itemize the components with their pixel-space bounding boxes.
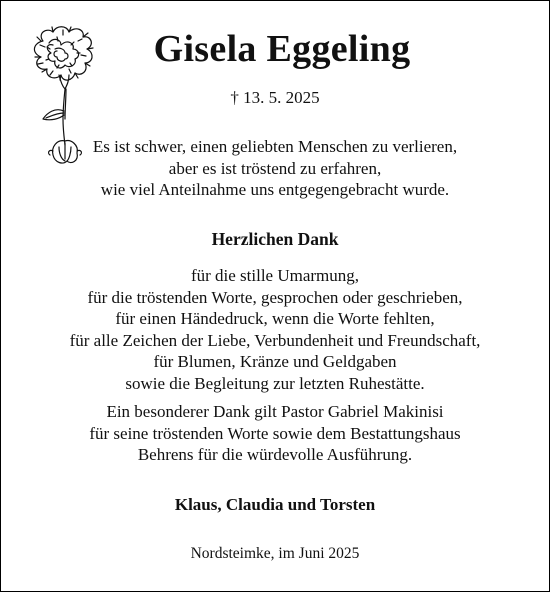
thanks-line: für die tröstenden Worte, gesprochen oder geschrieben, (87, 287, 463, 307)
signature: Klaus, Claudia und Torsten (174, 495, 376, 514)
intro-line: Es ist schwer, einen geliebten Menschen zu verlieren, (92, 137, 458, 156)
deceased-name: Gisela Eggeling (153, 28, 411, 70)
place-date: Nordsteimke, im Juni 2025 (190, 545, 360, 562)
death-date: † 13. 5. 2025 (230, 88, 320, 107)
thanks-line: für die stille Umarmung, (190, 266, 360, 285)
thanks-line: für alle Zeichen der Liebe, Verbundenheit und Freundschaft, (69, 330, 481, 350)
special-line: Ein besonderer Dank gilt Pastor Gabriel Makinisi (106, 402, 444, 421)
special-thanks-text (1, 401, 549, 466)
intro-line: aber es ist tröstend zu erfahren, (168, 158, 382, 178)
thanks-text (1, 265, 549, 394)
thanks-heading: Herzlichen Dank (211, 229, 339, 249)
thanks-line: für Blumen, Kränze und Geldgaben (153, 352, 397, 371)
special-line: für seine tröstenden Worte sowie dem Bestattungshaus (89, 423, 461, 443)
special-line: Behrens für die würdevolle Ausführung. (137, 445, 413, 464)
intro-text (1, 136, 549, 201)
thanks-line: für einen Händedruck, wenn die Worte fehlten, (115, 309, 435, 328)
thanks-line: sowie die Begleitung zur letzten Ruhestätte. (125, 373, 425, 393)
intro-line: wie viel Anteilnahme uns entgegengebracht wurde. (100, 180, 450, 199)
